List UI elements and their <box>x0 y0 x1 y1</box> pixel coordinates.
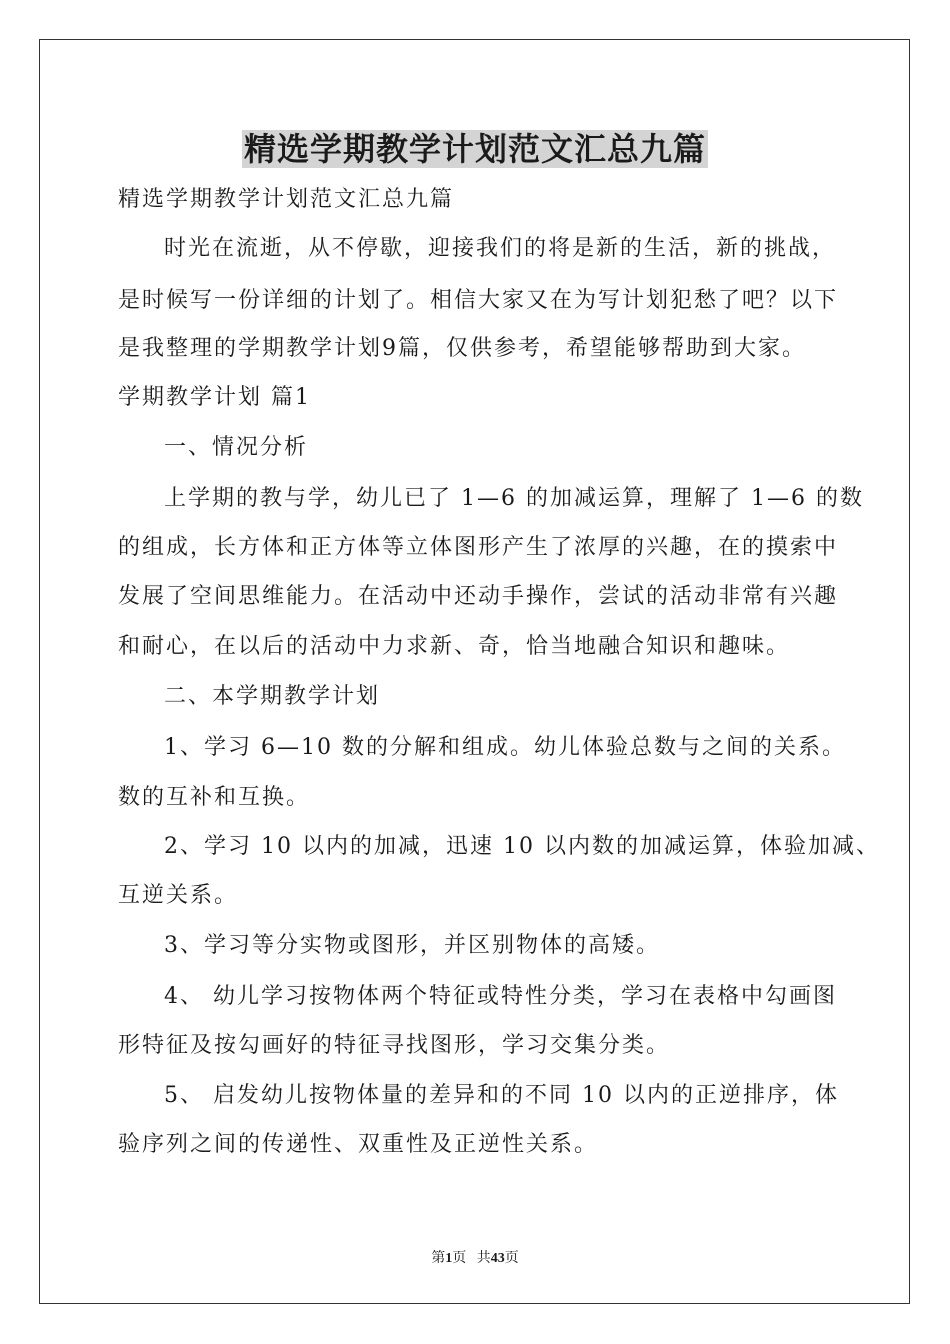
item-2-line-1: 2、学习 10 以内的加减，迅速 10 以内数的加减运算，体验加减、 <box>164 834 880 859</box>
heading-teaching-plan: 二、本学期教学计划 <box>164 684 381 709</box>
heading-situation-analysis: 一、情况分析 <box>164 435 309 460</box>
item-5-line-1: 5、 启发幼儿按物体量的差异和的不同 10 以内的正逆排序，体 <box>164 1083 839 1108</box>
item-2-line-2: 互逆关系。 <box>118 883 239 908</box>
document-title <box>0 124 950 174</box>
analysis-line-3: 发展了空间思维能力。在活动中还动手操作，尝试的活动非常有兴趣 <box>118 584 839 609</box>
item-4-line-2: 形特征及按勾画好的特征寻找图形，学习交集分类。 <box>118 1033 671 1058</box>
page-number: 1 <box>445 1251 453 1266</box>
item-5-line-2: 验序列之间的传递性、双重性及正逆性关系。 <box>118 1132 599 1157</box>
item-4-line-1: 4、 幼儿学习按物体两个特征或特性分类，学习在表格中勾画图 <box>164 984 837 1009</box>
intro-line-2: 是时候写一份详细的计划了。相信大家又在为写计划犯愁了吧？以下 <box>118 288 839 313</box>
total-prefix: 共 <box>476 1251 491 1266</box>
intro-line-1: 时光在流逝，从不停歇，迎接我们的将是新的生活，新的挑战， <box>164 236 837 261</box>
page-footer <box>0 1247 950 1267</box>
item-1-line-2: 数的互补和互换。 <box>118 785 311 810</box>
total-pages: 43 <box>490 1251 505 1266</box>
page-border <box>39 39 910 1304</box>
analysis-line-2: 的组成，长方体和正方体等立体图形产生了浓厚的兴趣，在的摸索中 <box>118 535 839 560</box>
page-suffix: 页 <box>452 1251 467 1266</box>
section-heading: 学期教学计划 篇1 <box>118 385 311 410</box>
total-suffix: 页 <box>504 1251 519 1266</box>
item-3-line-1: 3、学习等分实物或图形，并区别物体的高矮。 <box>164 933 660 958</box>
intro-line-3: 是我整理的学期教学计划9篇，仅供参考，希望能够帮助到大家。 <box>118 336 806 361</box>
item-1-line-1: 1、学习 6—10 数的分解和组成。幼儿体验总数与之间的关系。 <box>164 735 846 760</box>
page-prefix: 第 <box>431 1251 446 1266</box>
subtitle: 精选学期教学计划范文汇总九篇 <box>118 187 455 212</box>
analysis-line-1: 上学期的教与学，幼儿已了 1—6 的加减运算，理解了 1—6 的数 <box>164 486 864 511</box>
analysis-line-4: 和耐心，在以后的活动中力求新、奇，恰当地融合知识和趣味。 <box>118 634 791 659</box>
document-title-text: 精选学期教学计划范文汇总九篇 <box>243 130 706 168</box>
